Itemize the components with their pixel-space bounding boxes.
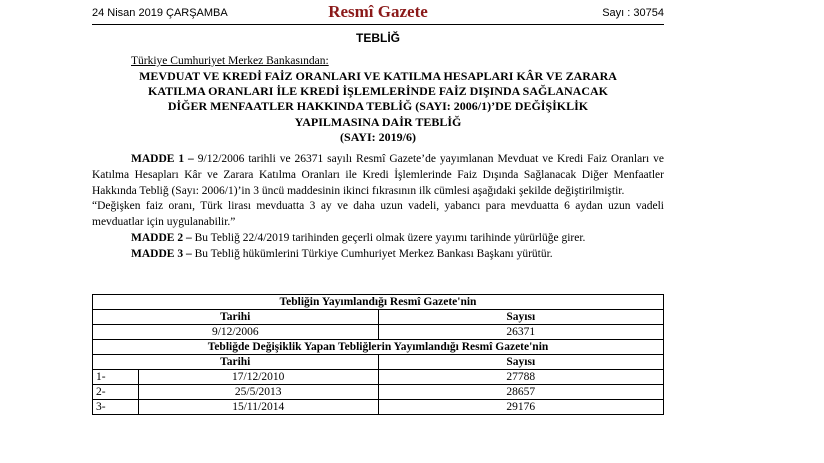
column-header-date: Tarihi bbox=[93, 310, 379, 325]
article-3 bbox=[92, 247, 664, 263]
table-row bbox=[93, 325, 664, 340]
publication-history-table bbox=[92, 294, 664, 415]
table-row bbox=[93, 370, 664, 385]
table-cell-number: 29176 bbox=[378, 400, 663, 415]
article-1 bbox=[92, 152, 664, 199]
table-cell-date: 25/5/2013 bbox=[138, 385, 378, 400]
title-line: MEVDUAT VE KREDİ FAİZ ORANLARI VE KATILMA HESAPLARI KÂR VE ZARARA bbox=[139, 69, 617, 83]
table-row bbox=[93, 385, 664, 400]
table-cell-date: 9/12/2006 bbox=[93, 325, 379, 340]
column-header-number: Sayısı bbox=[378, 355, 663, 370]
title-line: KATILMA ORANLARI İLE KREDİ İŞLEMLERİNDE FAİZ DIŞINDA SAĞLANACAK bbox=[148, 84, 608, 99]
table-cell-index: 3- bbox=[93, 400, 139, 415]
issue-number: Sayı : 30754 bbox=[602, 7, 664, 19]
table-row bbox=[93, 400, 664, 415]
article-label: MADDE 1 – bbox=[131, 153, 194, 165]
table-cell-date: 15/11/2014 bbox=[138, 400, 378, 415]
article-text: Bu Tebliğ hükümlerini Türkiye Cumhuriyet Merkez Bankası Başkanı yürütür. bbox=[191, 247, 553, 260]
section-label: TEBLİĞ bbox=[356, 31, 400, 45]
title-line: (SAYI: 2019/6) bbox=[340, 129, 416, 144]
article-label: MADDE 2 – bbox=[131, 231, 192, 244]
column-header-date: Tarihi bbox=[93, 355, 379, 370]
gazette-title: Resmî Gazete bbox=[328, 2, 428, 21]
document-title bbox=[92, 69, 664, 145]
column-header-number: Sayısı bbox=[378, 310, 663, 325]
table-cell-index: 1- bbox=[93, 370, 139, 385]
article-label: MADDE 3 – bbox=[131, 247, 192, 260]
issuer: Türkiye Cumhuriyet Merkez Bankasından: bbox=[131, 55, 329, 67]
title-line: YAPILMASINA DAİR TEBLİĞ bbox=[294, 114, 462, 129]
title-line: DİĞER MENFAATLER HAKKINDA TEBLİĞ (SAYI: 2006/1)’DE DEĞİŞİKLİK bbox=[167, 99, 589, 114]
table-row bbox=[93, 310, 664, 325]
table-header-amendments: Tebliğde Değişiklik Yapan Tebliğlerin Yayımlandığı Resmî Gazete'nin bbox=[93, 340, 664, 355]
table-cell-index: 2- bbox=[93, 385, 139, 400]
article-text: Bu Tebliğ 22/4/2019 tarihinden geçerli olmak üzere yayımı tarihinde yürürlüğe girer. bbox=[191, 231, 586, 244]
document-body bbox=[92, 152, 664, 263]
article-2 bbox=[92, 231, 664, 247]
table-row bbox=[93, 355, 664, 370]
table-row bbox=[93, 340, 664, 355]
table-row bbox=[93, 295, 664, 310]
table-cell-number: 26371 bbox=[378, 325, 663, 340]
table-cell-number: 28657 bbox=[378, 385, 663, 400]
header-date: 24 Nisan 2019 ÇARŞAMBA bbox=[92, 7, 228, 19]
amended-sentence-quote: “Değişken faiz oranı, Türk lirası mevduatta 3 ay ve daha uzun vadeli, yabancı para mevduatta 6 aydan uzun vadeli mevduatlar için uygulanabilir.” bbox=[92, 200, 664, 229]
table-cell-number: 27788 bbox=[378, 370, 663, 385]
gazette-header bbox=[92, 0, 664, 25]
article-text: 9/12/2006 tarihli ve 26371 sayılı Resmî Gazete’de yayımlanan Mevduat ve Kredi Faiz Oranları ve Katılma Hesapları Kâr ve Zarara Katılma Oranları ile Kredi İşlemlerinde Faiz Dışında Sağlanacak Diğer Menfaatler Hakkında Tebliğ (Sayı: 2006/1)’in 3 üncü maddesinin ikinci fıkrasının ilk cümlesi aşağıdaki şekilde değiştirilmiştir. bbox=[92, 153, 664, 197]
table-cell-date: 17/12/2010 bbox=[138, 370, 378, 385]
table-header-original: Tebliğin Yayımlandığı Resmî Gazete'nin bbox=[93, 295, 664, 310]
